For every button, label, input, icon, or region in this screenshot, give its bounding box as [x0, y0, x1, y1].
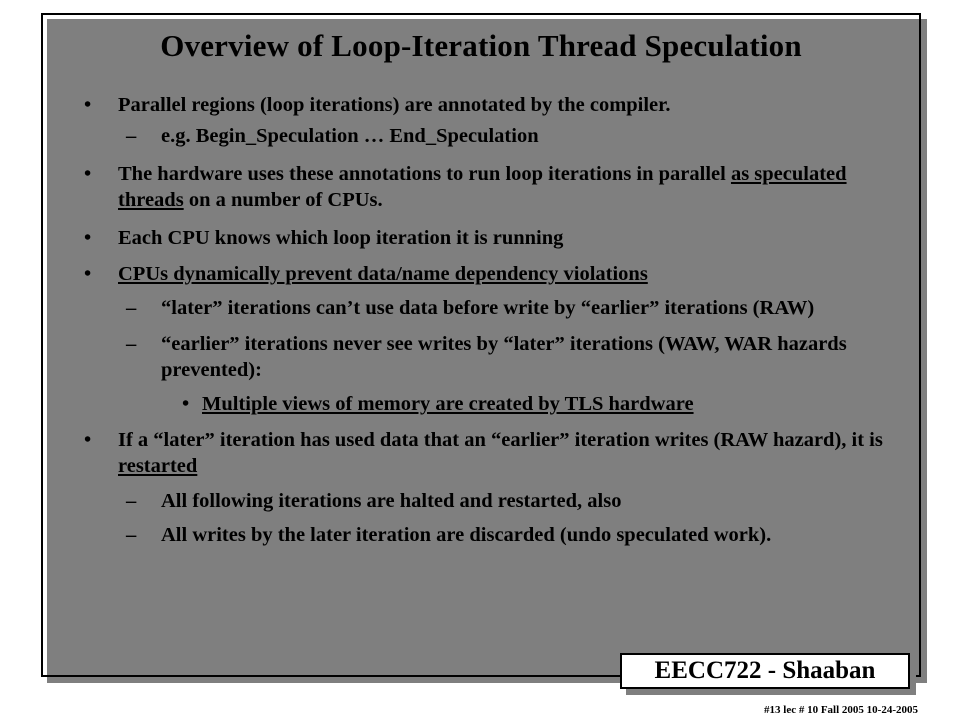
- course-badge: EECC722 - Shaaban: [620, 653, 910, 689]
- dash-mark: –: [126, 333, 137, 355]
- dash-text: “later” iterations can’t use data before write by “earlier” iterations (RAW): [161, 297, 815, 319]
- underlined-speculated-threads: as speculated threads: [118, 163, 847, 211]
- dash-following-iterations-halted: [84, 488, 904, 514]
- slide-content: [84, 92, 904, 548]
- bullet-mark: •: [84, 429, 92, 451]
- bullet-text: Each CPU knows which loop iteration it is running: [118, 227, 564, 249]
- bullet-mark: •: [84, 163, 92, 185]
- underlined-dependency-violations: CPUs dynamically prevent data/name dependency violations: [118, 263, 648, 285]
- dash-example-annotation: [84, 123, 904, 149]
- dash-mark: –: [126, 125, 137, 147]
- subbullet-multiple-views-memory: [84, 391, 904, 417]
- bullet-text-post: on a number of CPUs.: [183, 189, 383, 211]
- slide-footer: #13 lec # 10 Fall 2005 10-24-2005: [764, 704, 918, 716]
- bullet-mark: •: [84, 94, 92, 116]
- dash-text: All writes by the later iteration are discarded (undo speculated work).: [161, 524, 772, 546]
- bullet-text: Parallel regions (loop iterations) are annotated by the compiler.: [118, 94, 671, 116]
- bullet-parallel-regions: [84, 92, 904, 118]
- bullet-later-iteration-restarted: [84, 427, 904, 479]
- bullet-text-pre: If a “later” iteration has used data that an “earlier” iteration writes (RAW hazard), it is: [118, 429, 883, 451]
- dash-later-iterations-raw: [84, 295, 904, 321]
- dash-mark: –: [126, 490, 137, 512]
- dash-writes-discarded: [84, 522, 904, 548]
- dash-text: e.g. Begin_Speculation … End_Speculation: [161, 125, 539, 147]
- bullet-hardware-annotations: [84, 161, 904, 213]
- dash-mark: –: [126, 297, 137, 319]
- bullet-mark: •: [182, 393, 190, 415]
- dash-text: “earlier” iterations never see writes by “later” iterations (WAW, WAR hazards prevented):: [161, 333, 847, 381]
- bullet-text-pre: The hardware uses these annotations to run loop iterations in parallel: [118, 163, 731, 185]
- bullet-mark: •: [84, 227, 92, 249]
- underlined-multiple-views: Multiple views of memory are created by TLS hardware: [202, 393, 694, 415]
- dash-earlier-iterations-waw-war: [84, 331, 904, 383]
- slide-title: Overview of Loop-Iteration Thread Speculation: [160, 28, 802, 63]
- dash-mark: –: [126, 524, 137, 546]
- bullet-cpu-knows-iteration: [84, 225, 904, 251]
- dash-text: All following iterations are halted and restarted, also: [161, 490, 622, 512]
- bullet-cpus-prevent-violations: [84, 261, 904, 287]
- bullet-mark: •: [84, 263, 92, 285]
- underlined-restarted: restarted: [118, 455, 198, 477]
